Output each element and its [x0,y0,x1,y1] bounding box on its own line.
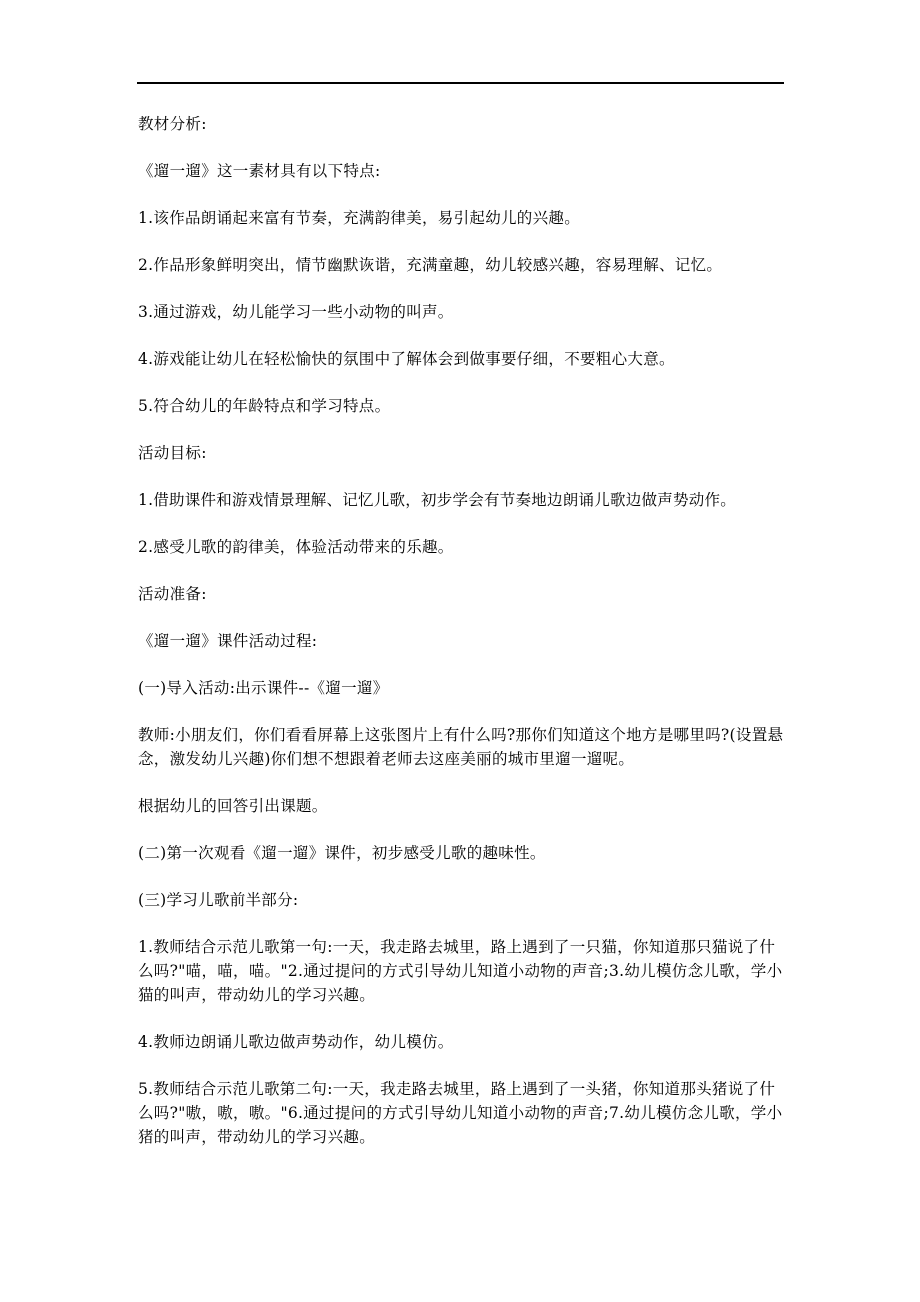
list-item-feature-3: 3.通过游戏，幼儿能学习一些小动物的叫声。 [138,303,454,321]
list-item-goal-1: 1.借助课件和游戏情景理解、记忆儿歌，初步学会有节奏地边朗诵儿歌边做声势动作。 [138,491,737,509]
list-item-feature-4: 4.游戏能让幼儿在轻松愉快的氛围中了解体会到做事要仔细，不要粗心大意。 [138,350,675,368]
section-heading-activity-goals: 活动目标: [138,444,207,462]
list-item-feature-2: 2.作品形象鲜明突出，情节幽默诙谐，充满童趣，幼儿较感兴趣，容易理解、记忆。 [138,256,723,274]
list-item-feature-1: 1.该作品朗诵起来富有节奏，充满韵律美，易引起幼儿的兴趣。 [138,209,580,227]
section-heading-preparation: 活动准备: [138,585,207,603]
list-item-goal-2: 2.感受儿歌的韵律美，体验活动带来的乐趣。 [138,538,454,556]
paragraph-teacher-prompt: 教师:小朋友们，你们看看屏幕上这张图片上有什么吗?那你们知道这个地方是哪里吗?(设置悬念，激发幼儿兴趣)你们想不想跟着老师去这座美丽的城市里遛一遛呢。 [138,726,784,768]
step-heading-intro-activity: (一)导入活动:出示课件--《遛一遛》 [138,679,389,697]
step-heading-learn-first-half: (三)学习儿歌前半部分: [138,891,299,909]
step-heading-first-viewing: (二)第一次观看《遛一遛》课件，初步感受儿歌的趣味性。 [138,844,546,862]
paragraph-intro: 《遛一遛》这一素材具有以下特点: [138,162,381,180]
list-item-feature-5: 5.符合幼儿的年龄特点和学习特点。 [138,397,391,415]
paragraph-step-pig: 5.教师结合示范儿歌第二句:一天，我走路去城里，路上遇到了一头猪，你知道那头猪说了什么吗?"嗷，嗷，嗷。"6.通过提问的方式引导幼儿知道小动物的声音;7.幼儿模仿念儿歌，学小猪的叫声，带动幼儿的学习兴趣。 [138,1080,783,1146]
paragraph-courseware-process: 《遛一遛》课件活动过程: [138,632,318,650]
paragraph-lead-topic: 根据幼儿的回答引出课题。 [138,797,328,815]
header-divider [137,82,784,84]
section-heading-material-analysis: 教材分析: [138,115,207,133]
document-body [138,112,788,1172]
paragraph-step-cat: 1.教师结合示范儿歌第一句:一天，我走路去城里，路上遇到了一只猫，你知道那只猫说了什么吗?"喵，喵，喵。"2.通过提问的方式引导幼儿知道小动物的声音;3.幼儿模仿念儿歌，学小猫的叫声，带动幼儿的学习兴趣。 [138,938,783,1004]
paragraph-step-gesture: 4.教师边朗诵儿歌边做声势动作，幼儿模仿。 [138,1033,454,1051]
